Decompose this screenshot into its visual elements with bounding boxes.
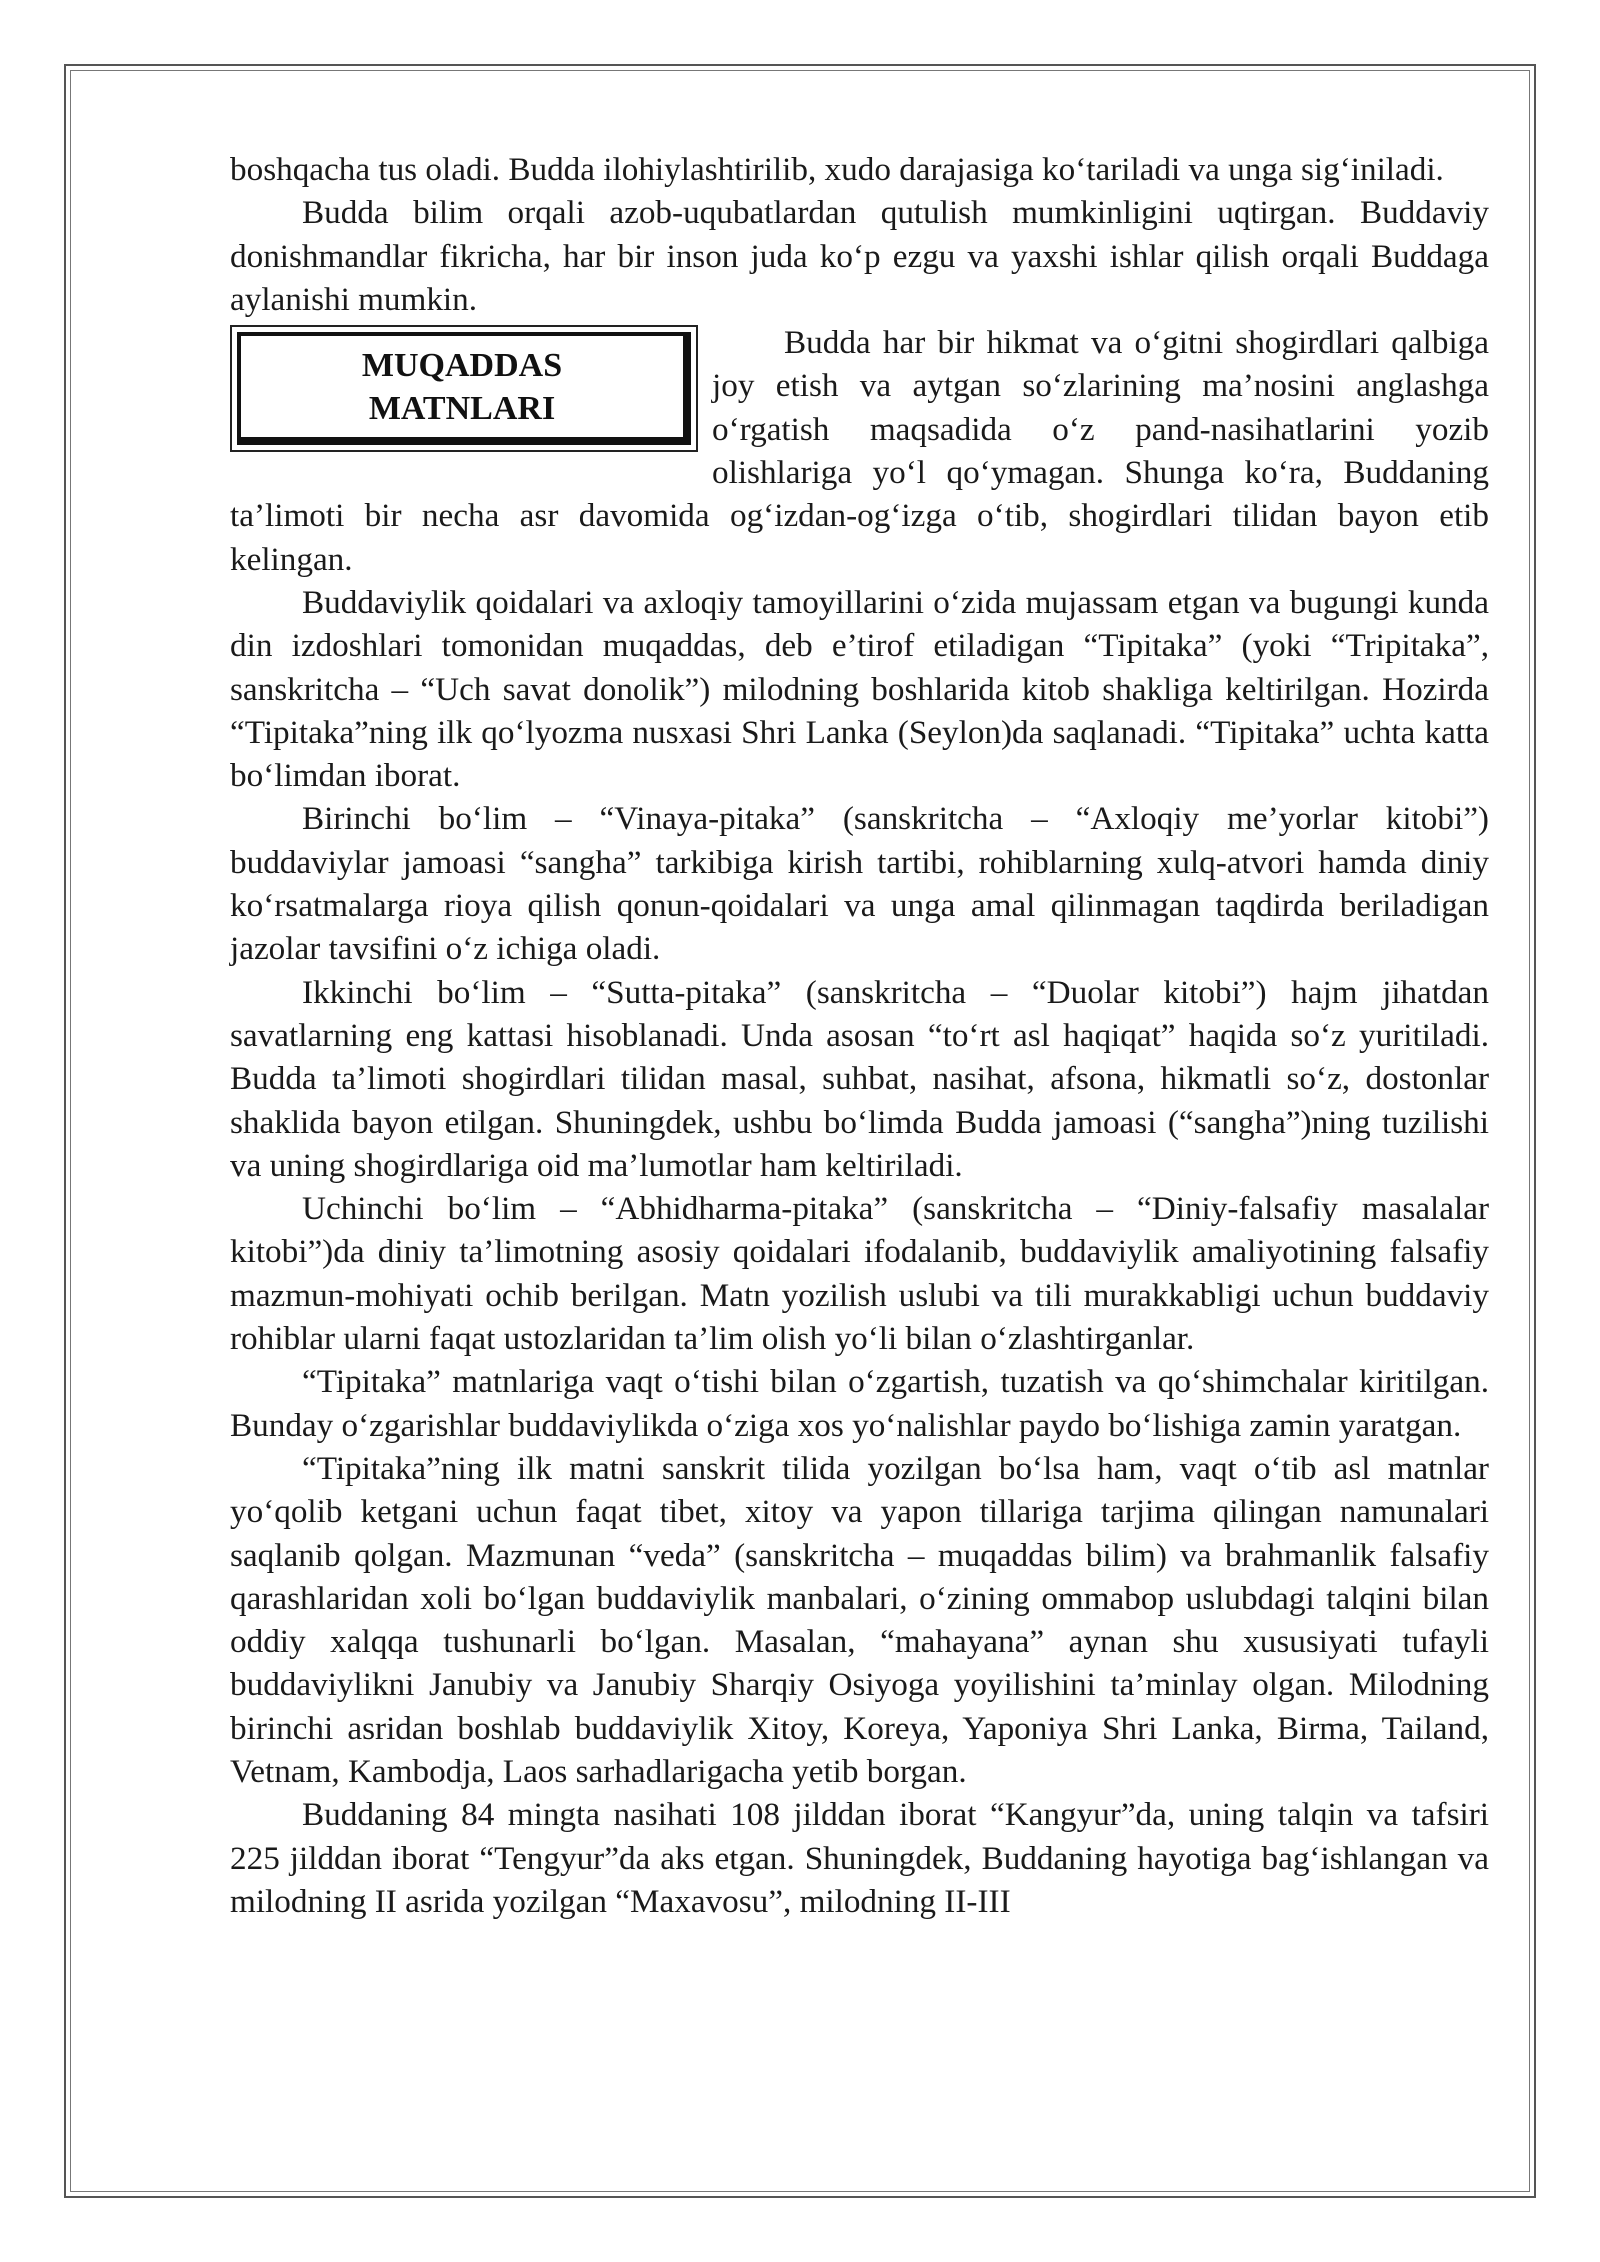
paragraph: “Tipitaka”ning ilk matni sanskrit tilida yozilgan bo‘lsa ham, vaqt o‘tib asl matnlar yo‘qolib ketgani uchun faqat tibet, xitoy va yapon tillariga tarjima qilingan namunalari saqlanib qolgan. Mazmunan “veda” (sanskritcha – muqaddas bilim) va brahmanlik falsafiy qarashlaridan xoli bo‘lgan buddaviylik manbalari, o‘zining ommabop uslubdagi talqini bilan oddiy xalqqa tushunarli bo‘lgan. Masalan, “mahayana” aynan shu xususiyati tufayli buddaviylikni Janubiy va Janubiy Sharqiy Osiyoga yoyilishini ta’minlay olgan. Milodning birinchi asridan boshlab buddaviylik Xitoy, Koreya, Yaponiya Shri Lanka, Birma, Tailand, Vetnam, Kambodja, Laos sarhadlarigacha yetib borgan. [230, 1449, 1489, 1790]
paragraph: Budda bilim orqali azob-uqubatlardan qutulish mumkinligini uqtirgan. Buddaviy donishmandlar fikricha, har bir inson juda ko‘p ezgu va yaxshi ishlar qilish orqali Buddaga aylanishi mumkin. [230, 194, 1489, 318]
document-body [230, 148, 1489, 1923]
paragraph: Birinchi bo‘lim – “Vinaya-pitaka” (sanskritcha – “Axloqiy me’yorlar kitobi”) buddaviylar jamoasi “sangha” tarkibiga kirish tartibi, rohiblarning xulq-atvori hamda diniy ko‘rsatmalarga rioya qilish qonun-qoidalari va unga amal qilinmagan taqdirda beriladigan jazolar tavsifini o‘z ichiga oladi. [230, 800, 1489, 968]
section-title: MUQADDAS MATNLARI [361, 346, 563, 427]
paragraph: Uchinchi bo‘lim – “Abhidharma-pitaka” (sanskritcha – “Diniy-falsafiy masalalar kitobi”)da diniy ta’limotning asosiy qoidalari ifodalanib, buddaviylik amaliyotining falsafiy mazmun-mohiyati ochib berilgan. Matn yozilish uslubi va tili murakkabligi uchun buddaviy rohiblar ularni faqat ustozlaridan ta’lim olish yo‘li bilan o‘zlashtirganlar. [230, 1190, 1489, 1358]
section-heading-frame [237, 332, 691, 445]
paragraph: Budda har bir hikmat va o‘gitni shogirdlari qalbiga joy etish va aytgan so‘zlarining ma’nosini anglashga o‘rgatish maqsadida o‘z pand-nasihatlarini yozib olishlariga yo‘l qo‘ymagan. Shunga ko‘ra, Buddaning ta’limoti bir necha asr davomida og‘izdan-og‘izga o‘tib, shogirdlari tilidan bayon etib kelingan. [230, 324, 1489, 578]
paragraph: boshqacha tus oladi. Budda ilohiylashtirilib, xudo darajasiga ko‘tariladi va unga sig‘iniladi. [230, 151, 1444, 188]
section-heading-box [230, 325, 698, 452]
paragraph: Buddaning 84 mingta nasihati 108 jilddan iborat “Kangyur”da, uning talqin va tafsiri 225 jilddan iborat “Tengyur”da aks etgan. Shuningdek, Buddaning hayotiga bag‘ishlangan va milodning II asrida yozilgan “Maxavosu”, milodning II-III [230, 1796, 1489, 1920]
paragraph: “Tipitaka” matnlariga vaqt o‘tishi bilan o‘zgartish, tuzatish va qo‘shimchalar kiritilgan. Bunday o‘zgarishlar buddaviylikda o‘ziga xos yo‘nalishlar paydo bo‘lishiga zamin yaratgan. [230, 1363, 1489, 1444]
paragraph: Ikkinchi bo‘lim – “Sutta-pitaka” (sanskritcha – “Duolar kitobi”) hajm jihatdan savatlarning eng kattasi hisoblanadi. Unda asosan “to‘rt asl haqiqat” haqida so‘z yuritiladi. Budda ta’limoti shogirdlari tilidan masal, suhbat, nasihat, afsona, hikmatli so‘z, dostonlar shaklida bayon etilgan. Shuningdek, ushbu bo‘limda Budda jamoasi (“sangha”)ning tuzilishi va uning shogirdlariga oid ma’lumotlar ham keltiriladi. [230, 973, 1489, 1184]
paragraph: Buddaviylik qoidalari va axloqiy tamoyillarini o‘zida mujassam etgan va bugungi kunda din izdoshlari tomonidan muqaddas, deb e’tirof etiladigan “Tipitaka” (yoki “Tripitaka”, sanskritcha – “Uch savat donolik”) milodning boshlarida kitob shakliga keltirilgan. Hozirda “Tipitaka”ning ilk qo‘lyozma nusxasi Shri Lanka (Seylon)da saqlanadi. “Tipitaka” uchta katta bo‘limdan iborat. [230, 583, 1489, 795]
